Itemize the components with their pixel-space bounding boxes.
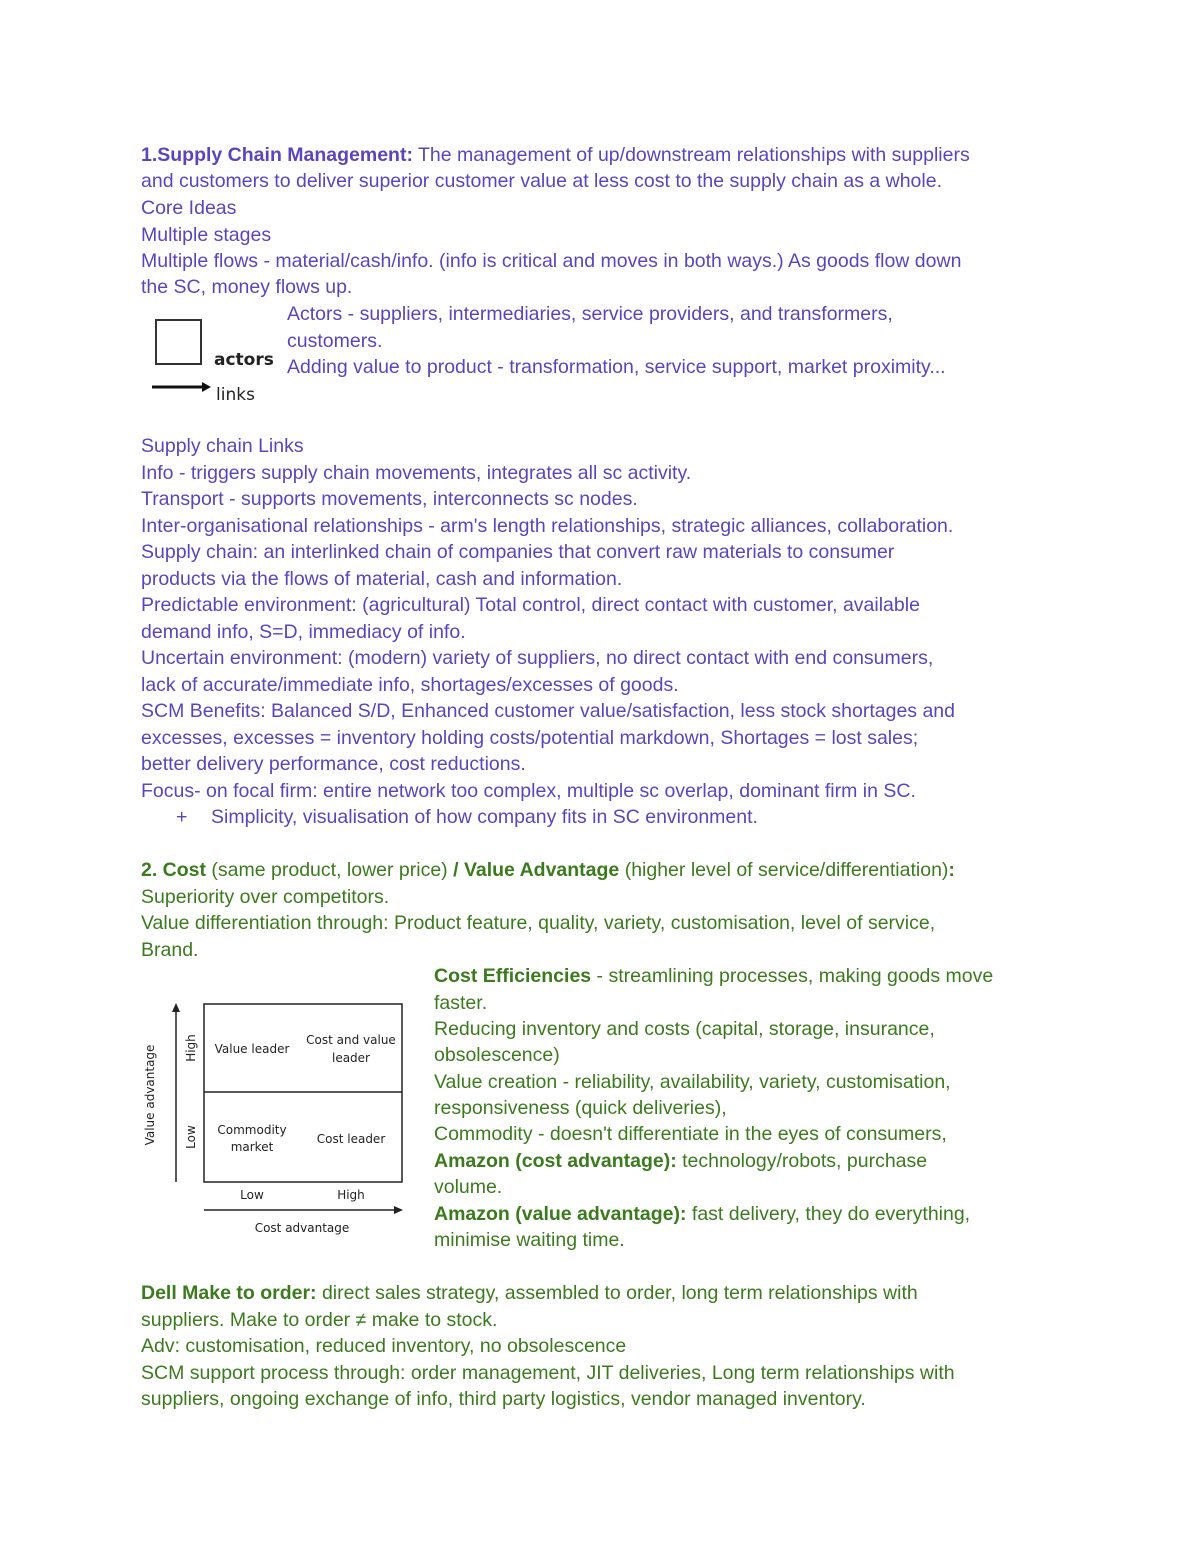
cost-value-heading-line [141, 857, 955, 884]
reducing-line-2: obsolescence) [434, 1044, 560, 1066]
y-high-label: High [184, 1034, 198, 1062]
y-low-label: Low [184, 1125, 198, 1149]
x-axis-label: Cost advantage [254, 1221, 350, 1235]
cell-cost-value-leader-1: Cost and value [306, 1033, 396, 1047]
scm-support-line-2: suppliers, ongoing exchange of info, third party logistics, vendor managed inventory. [141, 1388, 866, 1410]
info-line: Info - triggers supply chain movements, integrates all sc activity. [141, 462, 692, 484]
cell-value-leader: Value leader [214, 1042, 290, 1056]
predictable-line-2: demand info, S=D, immediacy of info. [141, 621, 466, 643]
cost-efficiencies-heading: Cost Efficiencies [434, 965, 592, 987]
amazon-cost-line-2: volume. [434, 1176, 503, 1198]
value-heading-rest: (higher level of service/differentiation) [619, 859, 949, 881]
core-ideas-label: Core Ideas [141, 197, 237, 219]
cost-efficiencies-line-2: faster. [434, 992, 488, 1014]
scm-definition-line-2: and customers to deliver superior customer value at less cost to the supply chain as a whole. [141, 170, 942, 192]
multiple-flows-line-2: the SC, money flows up. [141, 276, 353, 298]
cost-efficiencies-line-1 [434, 963, 993, 990]
amazon-cost-heading: Amazon (cost advantage): [434, 1150, 677, 1172]
amazon-cost-line-1 [434, 1148, 927, 1175]
dell-text: direct sales strategy, assembled to order, long term relationships with [316, 1282, 918, 1304]
value-advantage-heading: / Value Advantage [453, 859, 620, 881]
diagram-actors-label: actors [214, 350, 273, 370]
amazon-value-heading: Amazon (value advantage): [434, 1203, 687, 1225]
x-axis-arrowhead [394, 1206, 403, 1214]
scm-definition-text: The management of up/downstream relationships with suppliers [412, 144, 970, 166]
dell-line-2: suppliers. Make to order ≠ make to stock. [141, 1309, 498, 1331]
dell-heading: Dell Make to order: [141, 1282, 317, 1304]
link-arrow-head [202, 382, 211, 392]
amazon-value-text: fast delivery, they do everything, [686, 1203, 971, 1225]
bullet-symbol: + [176, 806, 188, 828]
sc-definition-line-2: products via the flows of material, cash and information. [141, 568, 623, 590]
benefits-line-1: SCM Benefits: Balanced S/D, Enhanced customer value/satisfaction, less stock shortages and [141, 700, 956, 722]
predictable-line-1: Predictable environment: (agricultural) Total control, direct contact with customer, available [141, 594, 920, 616]
value-creation-line-2: responsiveness (quick deliveries), [434, 1097, 727, 1119]
benefits-line-3: better delivery performance, cost reductions. [141, 753, 526, 775]
adv-line: Adv: customisation, reduced inventory, no obsolescence [141, 1335, 627, 1357]
uncertain-line-2: lack of accurate/immediate info, shortages/excesses of goods. [141, 674, 679, 696]
cell-cost-leader: Cost leader [316, 1132, 386, 1146]
superiority-line: Superiority over competitors. [141, 886, 390, 908]
x-high-label: High [337, 1188, 365, 1202]
adding-value-line: Adding value to product - transformation, service support, market proximity... [287, 356, 946, 378]
transport-line: Transport - supports movements, interconnects sc nodes. [141, 488, 638, 510]
amazon-cost-text: technology/robots, purchase [676, 1150, 928, 1172]
y-axis-arrowhead [172, 1003, 180, 1012]
actors-links-diagram [148, 314, 273, 414]
y-axis-label: Value advantage [143, 1044, 157, 1146]
amazon-value-line-1 [434, 1201, 970, 1228]
heading-colon: : [948, 859, 955, 881]
actors-line-2: customers. [287, 330, 383, 352]
sc-definition-line-1: Supply chain: an interlinked chain of companies that convert raw materials to consumer [141, 541, 895, 563]
diagram-links-label: links [216, 385, 255, 405]
simplicity-bullet: Simplicity, visualisation of how company fits in SC environment. [211, 806, 758, 828]
cell-commodity-market-1: Commodity [217, 1123, 287, 1137]
scm-definition-line [141, 142, 970, 169]
scm-support-line-1: SCM support process through: order management, JIT deliveries, Long term relationships with [141, 1362, 955, 1384]
amazon-value-line-2: minimise waiting time. [434, 1229, 625, 1251]
multiple-flows-line-1: Multiple flows - material/cash/info. (info is critical and moves in both ways.) As goods flow down [141, 250, 962, 272]
value-diff-line-1: Value differentiation through: Product feature, quality, variety, customisation, level of service, [141, 912, 936, 934]
x-low-label: Low [240, 1188, 264, 1202]
cell-commodity-market-2: market [230, 1140, 274, 1154]
cost-heading: 2. Cost [141, 859, 207, 881]
uncertain-line-1: Uncertain environment: (modern) variety of suppliers, no direct contact with end consumers, [141, 647, 934, 669]
cost-efficiencies-text: - streamlining processes, making goods move [591, 965, 994, 987]
reducing-line-1: Reducing inventory and costs (capital, storage, insurance, [434, 1018, 935, 1040]
inter-org-line: Inter-organisational relationships - arm's length relationships, strategic alliances, collaboration. [141, 515, 954, 537]
multiple-stages-label: Multiple stages [141, 224, 272, 246]
focus-line: Focus- on focal firm: entire network too complex, multiple sc overlap, dominant firm in SC. [141, 780, 916, 802]
cost-heading-rest: (same product, lower price) [206, 859, 454, 881]
value-creation-line-1: Value creation - reliability, availability, variety, customisation, [434, 1071, 951, 1093]
links-heading: Supply chain Links [141, 435, 304, 457]
dell-line-1 [141, 1280, 918, 1307]
actor-box [156, 320, 201, 364]
scm-heading: 1.Supply Chain Management: [141, 144, 413, 166]
benefits-line-2: excesses, excesses = inventory holding costs/potential markdown, Shortages = lost sales; [141, 727, 919, 749]
actors-line-1: Actors - suppliers, intermediaries, service providers, and transformers, [287, 303, 893, 325]
cost-value-matrix [138, 1000, 413, 1253]
cell-cost-value-leader-2: leader [331, 1051, 371, 1065]
value-diff-line-2: Brand. [141, 939, 199, 961]
commodity-line: Commodity - doesn't differentiate in the eyes of consumers, [434, 1123, 947, 1145]
matrix-border [204, 1004, 402, 1182]
